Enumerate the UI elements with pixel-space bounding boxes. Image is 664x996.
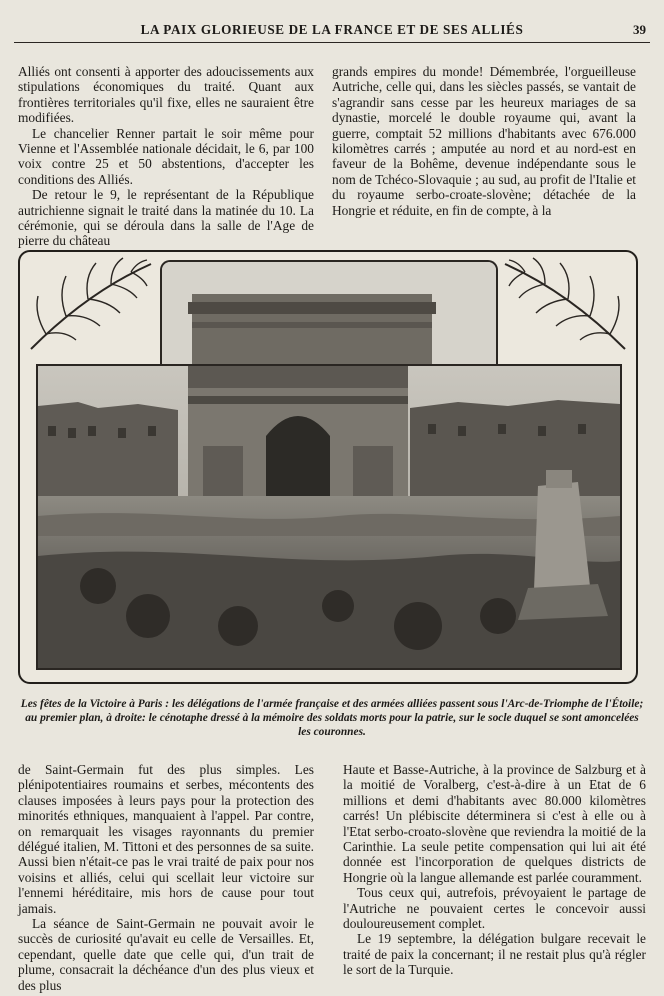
paragraph: de Saint-Germain fut des plus simples. Les plénipotentiaires roumains et serbes, mécontents des clauses imposées à leurs pays pour la protection des minorités ethniques, manquaient à l'appel. Par contre, on remarquait les visages rayonnants du premier délégué italien, M. Tittoni et des personnes de sa suite. Aussi bien n'était-ce pas le vrai traité de paix pour nos voisins et alliés, celui qui scellait leur victoire sur l'ennemi héréditaire, mis hors de cause pour tout jamais. [18, 762, 314, 916]
top-right-column [332, 64, 636, 218]
palm-left-ornament [26, 254, 156, 354]
photo-sky-panel [160, 260, 498, 372]
bottom-right-column [343, 762, 646, 978]
paragraph: De retour le 9, le représentant de la République autrichienne signait le traité dans la matinée du 10. La cérémonie, qui se déroula dans la salle de l'Age de pierre du château [18, 187, 314, 249]
running-header [14, 20, 650, 43]
paragraph: La séance de Saint-Germain ne pouvait avoir le succès de curiosité qu'avait eu celle de Versailles. Et, cependant, quelle date que celle qui, d'un trait de plume, consacrait la déchéance d'un des plus vieux et des plus [18, 916, 314, 993]
paragraph: Tous ceux qui, autrefois, prévoyaient le partage de l'Autriche ne pouvaient certes le concevoir aussi douloureusement complet. [343, 885, 646, 932]
bottom-left-column [18, 762, 314, 993]
paragraph: grands empires du monde! Démembrée, l'orgueilleuse Autriche, celle qui, dans les siècles passés, se vantait de s'agrandir sans cesse par les heureux mariages de sa dynastie, morcelé le double royaume qui, avant la guerre, comptait 52 millions d'habitants avec 676.000 kilomètres carrés ; amputée au nord et au nord-est en faveur de la Bohême, devenue indépendante sous le nom de Tchéco-Slovaquie ; au sud, au profit de l'Italie et du royaume serbo-croate-slovène; détachée de la Hongrie et réduite, en fin de compte, à la [332, 64, 636, 218]
paragraph: Le 19 septembre, la délégation bulgare recevait le traité de paix la concernant; il ne restait plus qu'à régler le sort de la Turquie. [343, 931, 646, 978]
paragraph: Haute et Basse-Autriche, à la province de Salzburg et à la moitié de Voralberg, c'est-à-dire à un Etat de 6 millions et demi d'habitants avec 80.000 kilomètres carrés! Un plébiscite déterminera si c'est à elle ou à l'Etat serbo-croato-slovène que reviendra la moitié de la Carinthie. La seule petite compensation qui lui ait été donnée est l'incorporation de quelques districts de Hongrie où la langue allemande est parlée couramment. [343, 762, 646, 885]
arc-de-triomphe-photo [36, 364, 622, 670]
palm-right-ornament [500, 254, 630, 354]
paragraph: Le chancelier Renner partait le soir même pour Vienne et l'Assemblée nationale décidait, le 6, par 100 voix contre 25 et 50 abstentions, d'accepter les conditions des Alliés. [18, 125, 314, 187]
paragraph: Alliés ont consenti à apporter des adoucissements aux stipulations économiques du traité. Quant aux frontières territoriales qu'il fixe, elles ne sauraient être modifiées. [18, 64, 314, 126]
page-number: 39 [633, 22, 646, 37]
photo-caption: Les fêtes de la Victoire à Paris : les délégations de l'armée française et des armées alliées passent sous l'Arc-de-Triomphe de l'Étoile; au premier plan, à droite: le cénotaphe dressé à la mémoire des soldats morts pour la patrie, sur le socle duquel se sont amoncelées les couronnes. [20, 698, 644, 738]
photo-frame [18, 250, 638, 684]
top-left-column [18, 64, 314, 249]
header-title: LA PAIX GLORIEUSE DE LA FRANCE ET DE SES ALLIÉS [140, 22, 524, 37]
